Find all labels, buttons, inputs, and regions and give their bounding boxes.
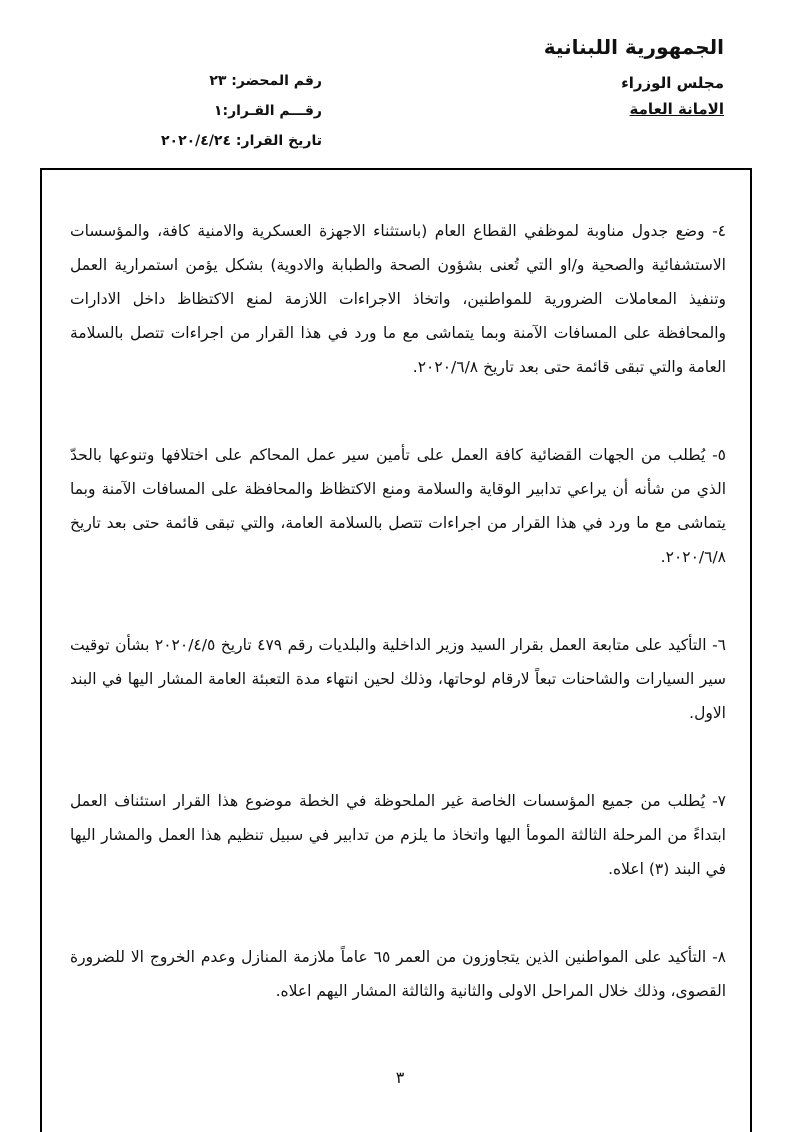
minutes-number: رقم المحضر: ٢٣ <box>209 73 322 89</box>
document-body <box>70 214 726 1008</box>
page-number: ٣ <box>395 1068 405 1087</box>
clause-5: ٥- يُطلب من الجهات القضائية كافة العمل على تأمين سير عمل المحاكم على اختلافها وتنوعها بالحدّ الذي من شأنه أن يراعي تدابير الوقاية والسلامة ومنع الاكتظاظ والمحافظة على المسافات الآمنة وبما يتماشى مع ما ورد في هذا القرار من اجراءات تتصل بالسلامة العامة، والتي تبقى قائمة حتى بعد تاريخ ٢٠٢٠/٦/٨. <box>70 446 726 566</box>
issuer-header <box>424 32 724 122</box>
clause-7: ٧- يُطلب من جميع المؤسسات الخاصة غير الملحوظة في الخطة موضوع هذا القرار استئناف العمل ابتداءً من المرحلة الثالثة المومأ اليها واتخاذ ما يلزم من تدابير في سبيل تنظيم هذا العمل والمشار اليها في البند (٣) اعلاه. <box>70 792 726 878</box>
clause-4: ٤- وضع جدول مناوبة لموظفي القطاع العام (باستثناء الاجهزة العسكرية والامنية كافة، والمؤسسات الاستشفائية والصحية و/او التي تُعنى بشؤون الصحة والطبابة والادوية) بشكل يؤمن استمرارية العمل وتنفيذ المعاملات الضرورية للمواطنين، واتخاذ الاجراءات اللازمة لمنع الاكتظاظ داخل الادارات والمحافظة على المسافات الآمنة وبما يتماشى مع ما ورد في هذا القرار من اجراءات تتصل بالسلامة العامة والتي تبقى قائمة حتى بعد تاريخ ٢٠٢٠/٦/٨. <box>70 222 726 376</box>
decision-date: تاريخ القرار: ٢٠٢٠/٤/٢٤ <box>160 133 322 149</box>
secretariat-name: الامانة العامة <box>629 100 724 118</box>
decision-metadata <box>62 66 322 156</box>
republic-title: الجمهورية اللبنانية <box>543 35 724 59</box>
clause-8: ٨- التأكيد على المواطنين الذين يتجاوزون من العمر ٦٥ عاماً ملازمة المنازل وعدم الخروج الا للضرورة القصوى، وذلك خلال المراحل الاولى والثانية والثالثة المشار اليهم اعلاه. <box>70 948 726 1000</box>
clause-6: ٦- التأكيد على متابعة العمل بقرار السيد وزير الداخلية والبلديات رقم ٤٧٩ تاريخ ٢٠٢٠/٤/٥ بشأن توقيت سير السيارات والشاحنات تبعاً لارقام لوحاتها، وذلك لحين انتهاء مدة التعبئة العامة المشار اليها في البند الاول. <box>70 636 726 722</box>
decision-number: رقـــم القـرار:١ <box>213 103 322 119</box>
council-name: مجلس الوزراء <box>621 74 724 92</box>
